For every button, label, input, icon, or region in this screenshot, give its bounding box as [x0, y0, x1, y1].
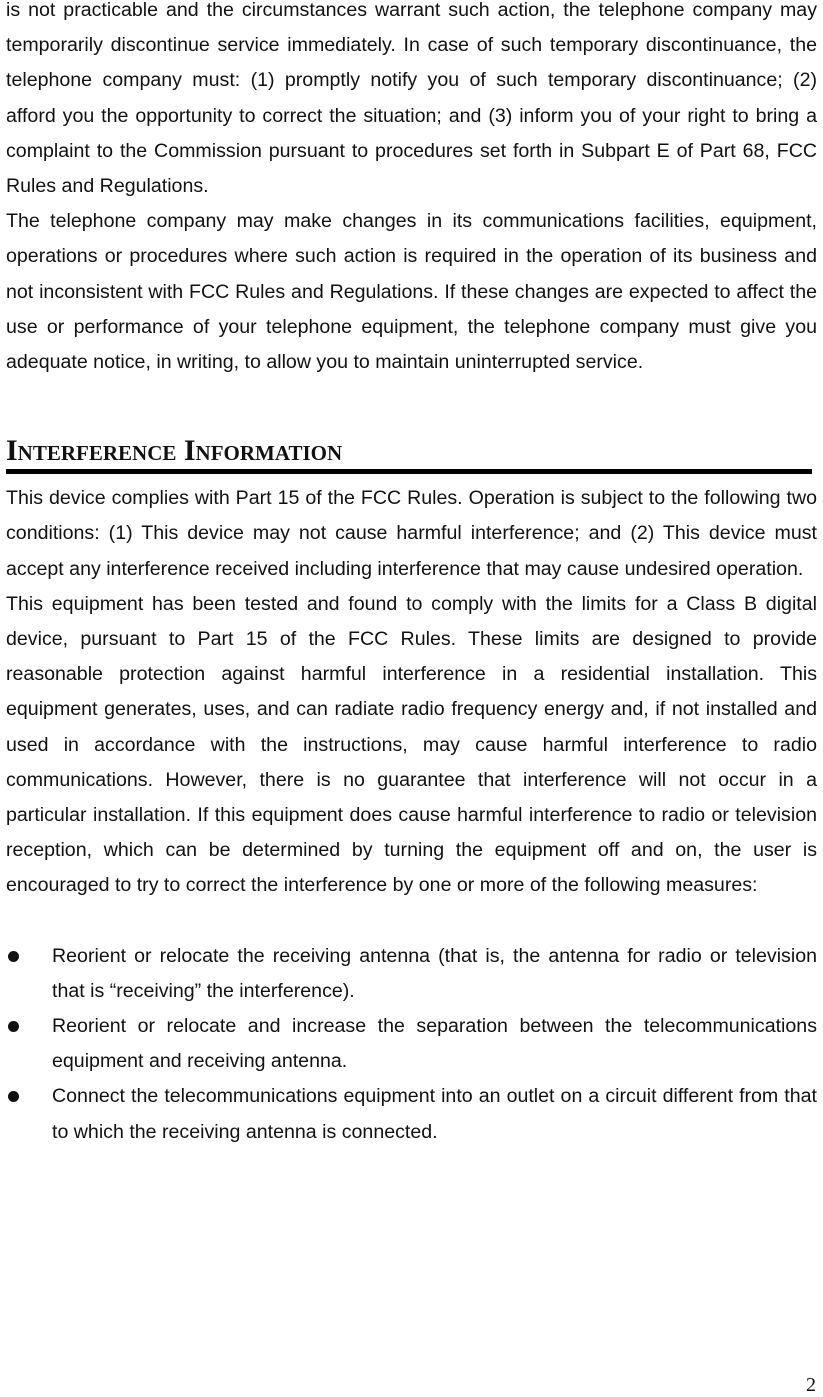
body-paragraph-discontinuance: is not practicable and the circumstances warrant such action, the telephone company may temporarily discontinue service immediately. In case of such temporary discontinuance, the telephone company must: (1) promptly notify you of such temporary discontinuance; (2) afford you the opportunity to correct the situation; and (3) inform you of your right to bring a complaint to the Commission pursuant to procedures set forth in Subpart E of Part 68, FCC Rules and Regulations.: [6, 0, 817, 198]
body-paragraph-changes: The telephone company may make changes in its communications facilities, equipment, operations or procedures where such action is required in the operation of its business and not inconsistent with FCC Rules and Regulations. If these changes are expected to affect the use or performance of your telephone equipment, the telephone company must give you adequate notice, in writing, to allow you to maintain uninterrupted service.: [6, 210, 817, 374]
paragraph-spacer: [6, 904, 817, 939]
bullet-icon: [8, 1021, 19, 1032]
page-number: 2: [806, 1374, 816, 1396]
interference-paragraph-compliance: This device complies with Part 15 of the FCC Rules. Operation is subject to the following two conditions: (1) This device may not cause harmful interference; and (2) This device must accept any interference received including interference that may cause undesired operation.: [6, 487, 817, 580]
list-item-text: Reorient or relocate and increase the separation between the telecommunications equipment and receiving antenna.: [52, 1015, 817, 1073]
bullet-icon: [8, 1091, 19, 1102]
list-item: [6, 939, 817, 1009]
section-heading: Interference Information: [6, 434, 343, 468]
bullet-icon: [8, 951, 19, 962]
list-item-text: Connect the telecommunications equipment into an outlet on a circuit different from that to which the receiving antenna is connected.: [52, 1085, 817, 1143]
list-item: [6, 1009, 817, 1079]
document-page: [6, 0, 817, 1150]
list-item: [6, 1079, 817, 1149]
interference-section-header: [6, 432, 817, 474]
list-item-text: Reorient or relocate the receiving antenna (that is, the antenna for radio or television that is “receiving” the interference).: [52, 944, 817, 1002]
measures-list: [6, 939, 817, 1150]
interference-paragraph-class-b: This equipment has been tested and found to comply with the limits for a Class B digital device, pursuant to Part 15 of the FCC Rules. These limits are designed to provide reasonable protection against harmful interference in a residential installation. This equipment generates, uses, and can radiate radio frequency energy and, if not installed and used in accordance with the instructions, may cause harmful interference to radio communications. However, there is no guarantee that interference will not occur in a particular installation. If this equipment does cause harmful interference to radio or television reception, which can be determined by turning the equipment off and on, the user is encouraged to try to correct the interference by one or more of the following measures:: [6, 592, 817, 897]
